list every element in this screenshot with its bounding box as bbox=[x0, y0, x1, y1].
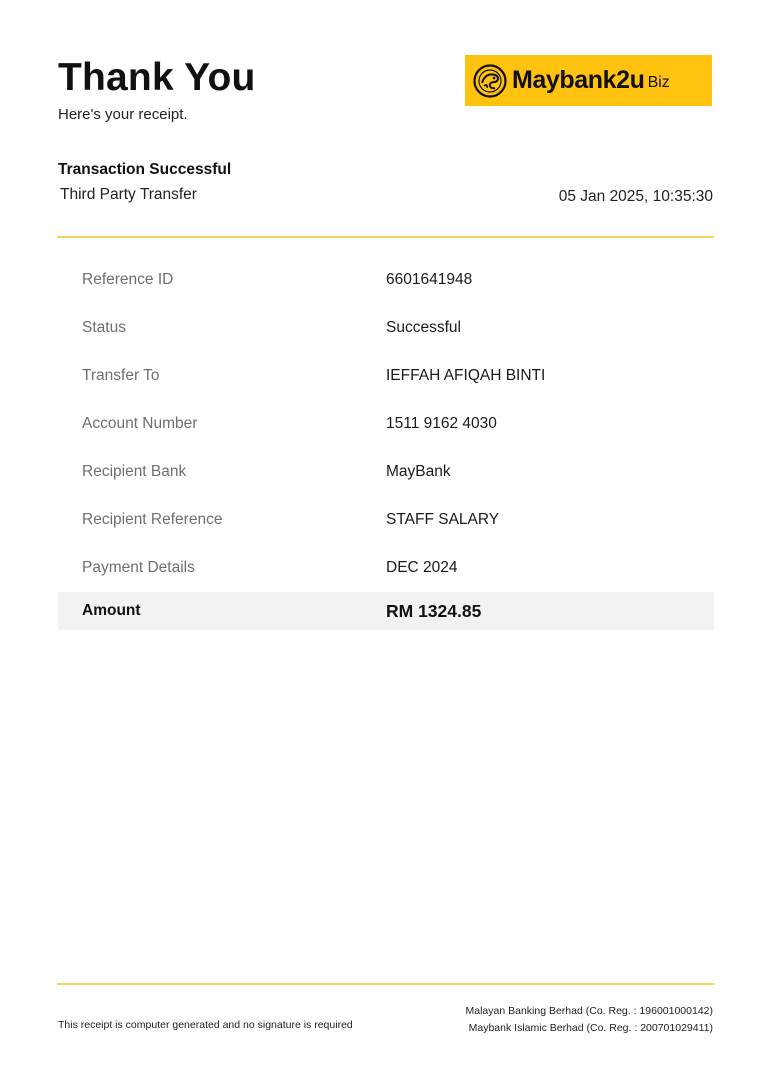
detail-value: 6601641948 bbox=[386, 271, 473, 288]
detail-label: Status bbox=[82, 319, 126, 336]
detail-value: STAFF SALARY bbox=[386, 511, 500, 528]
amount-label: Amount bbox=[82, 602, 141, 619]
registration-line: Malayan Banking Berhad (Co. Reg. : 196001000142) bbox=[465, 1005, 713, 1017]
detail-label: Recipient Reference bbox=[82, 511, 223, 528]
transaction-status-title: Transaction Successful bbox=[58, 161, 232, 178]
detail-row-account-number bbox=[58, 400, 714, 448]
logo-suffix-text: Biz bbox=[647, 74, 670, 91]
detail-value: MayBank bbox=[386, 463, 451, 480]
detail-label: Reference ID bbox=[82, 271, 174, 288]
divider-bottom bbox=[57, 983, 714, 985]
detail-value: Successful bbox=[386, 319, 461, 336]
detail-label: Transfer To bbox=[82, 367, 160, 384]
detail-row-recipient-reference bbox=[58, 496, 714, 544]
transaction-datetime: 05 Jan 2025, 10:35:30 bbox=[558, 188, 713, 205]
page-subtitle: Here's your receipt. bbox=[58, 106, 188, 123]
detail-label: Payment Details bbox=[82, 559, 195, 576]
amount-value: RM 1324.85 bbox=[386, 600, 482, 621]
maybank-tiger-emblem-icon bbox=[473, 64, 507, 98]
detail-row-reference-id bbox=[58, 256, 714, 304]
maybank2u-biz-logo bbox=[465, 55, 712, 106]
detail-value: DEC 2024 bbox=[386, 559, 458, 576]
detail-label: Account Number bbox=[82, 415, 198, 432]
detail-row-amount bbox=[58, 592, 714, 630]
transaction-type: Third Party Transfer bbox=[60, 186, 197, 203]
registration-line: Maybank Islamic Berhad (Co. Reg. : 200701029411) bbox=[468, 1022, 713, 1034]
footer-note: This receipt is computer generated and no signature is required bbox=[58, 1019, 353, 1031]
logo-brand-text: Maybank2u bbox=[512, 66, 645, 94]
divider-top bbox=[57, 236, 714, 238]
detail-row-payment-details bbox=[58, 544, 714, 592]
page-title: Thank You bbox=[58, 56, 256, 99]
footer-registrations bbox=[466, 1003, 714, 1037]
detail-value: 1511 9162 4030 bbox=[386, 415, 497, 432]
detail-label: Recipient Bank bbox=[82, 463, 187, 480]
receipt-details-table bbox=[58, 256, 714, 630]
detail-row-recipient-bank bbox=[58, 448, 714, 496]
detail-value: IEFFAH AFIQAH BINTI bbox=[386, 367, 546, 384]
detail-row-transfer-to bbox=[58, 352, 714, 400]
detail-row-status bbox=[58, 304, 714, 352]
